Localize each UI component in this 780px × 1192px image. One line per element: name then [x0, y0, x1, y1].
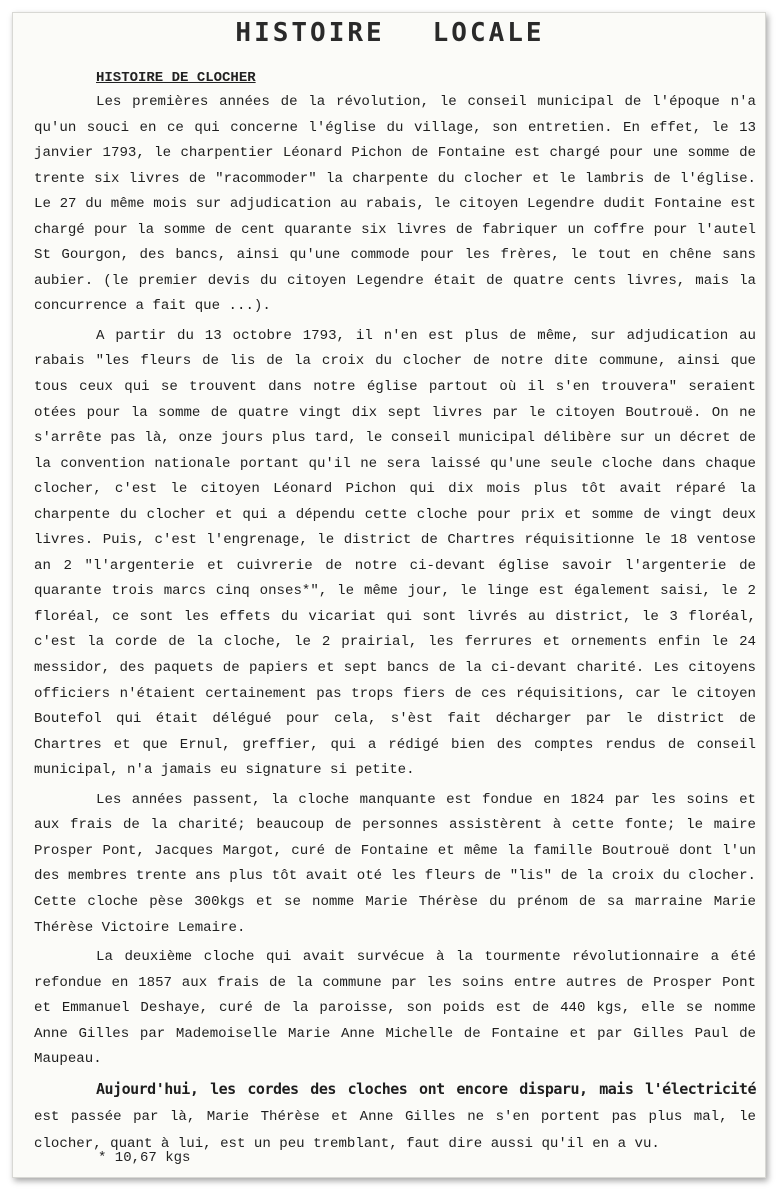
paragraph-aujourdhui-lead: Aujourd'hui, les cordes des cloches ont encore disparu, mais l'électricité [96, 1079, 756, 1098]
title-word-locale: LOCALE [432, 18, 545, 48]
paragraph-cloche-1824: Les années passent, la cloche manquante est fondue en 1824 par les soins et aux frais de la charité; beaucoup de personnes assistèrent à cette fonte; le maire Prosper Pont, Jacques Margot, curé de Fontaine et même la famille Boutrouë dont l'un des membres trente ans plus tôt avait oté les fleurs de "lis" de la croix du clocher. Cette cloche pèse 300kgs et se nomme Marie Thérèse du prénom de sa marraine Marie Thérèse Victoire Lemaire. [34, 791, 756, 936]
paragraph-revolution: Les premières années de la révolution, le conseil municipal de l'époque n'a qu'un souci en ce qui concerne l'église du village, son entretien. En effet, le 13 janvier 1793, le charpentier Léonard Pichon de Fontaine est chargé pour une somme de trente six livres de "racommoder" la charpente du clocher et le lambris de l'église. Le 27 du même mois sur adjudication au rabais, le citoyen Legendre dudit Fontaine est chargé pour la somme de cent quarante six livres de fabriquer un coffre pour l'autel St Gourgon, des bancs, ainsi qu'une commode pour les frères, le tout en chêne sans aubier. (le premier devis du citoyen Legendre était de quatre cents livres, mais la concurrence a fait que ...). [34, 94, 756, 315]
paragraph-requisitions: A partir du 13 octobre 1793, il n'en est plus de même, sur adjudication au rabais "les fleurs de lis de la croix du clocher de notre dite commune, ainsi que tous ceux qui se trouvent dans notre église partout où il s'en trouvera" seraient otées pour la somme de quatre vingt dix sept livres par le citoyen Boutrouë. On ne s'arrête pas là, onze jours plus tard, le conseil municipal délibère sur un décret de la convention nationale portant qu'il ne sera laissé qu'une seule cloche dans chaque clocher, c'est le citoyen Léonard Pichon qui dix mois plus tôt avait réparé la charpente du clocher et qui a dépendu cette cloche pour prix et somme de vingt deux livres. Puis, c'est l'engrenage, le district de Chartres réquisitionne le 18 ventose an 2 "l'argenterie et cuivrerie de notre ci-devant église savoir l'argenterie de quarante trois marcs cinq onses*", le même jour, le linge est également saisi, le 2 floréal, ce sont les effets du vicariat qui sont livrés au district, le 3 floréal, c'est la corde de la cloche, le 2 prairial, les ferrures et ornements enfin le 24 messidor, des paquets de papiers et sept bancs de la ci-devant charité. Les citoyens officiers n'étaient certainement pas trops fiers de ces réquisitions, car le citoyen Boutefol qui était délégué pour cela, s'èst fait décharger par le district de Chartres et que Ernul, greffier, qui a rédigé bien des comptes rendus de conseil municipal, n'a jamais eu signature si petite. [34, 327, 756, 779]
paragraph-cloche-1857: La deuxième cloche qui avait survécue à la tourmente révolutionnaire a été refondue en 1857 aux frais de la commune par les soins entre autres de Prosper Pont et Emmanuel Deshaye, curé de la paroisse, son poids est de 440 kgs, elle se nomme Anne Gilles par Mademoiselle Marie Anne Michelle de Fontaine et par Gilles Paul de Maupeau. [34, 949, 756, 1068]
paragraph-aujourdhui [34, 1077, 756, 1158]
article-body [34, 90, 756, 1157]
article-subtitle: HISTOIRE DE CLOCHER [96, 70, 256, 86]
footnote: * 10,67 kgs [98, 1150, 191, 1166]
paragraph-aujourdhui-rest: est passée par là, Marie Thérèse et Anne Gilles ne s'en portent pas plus mal, le clocher, quant à lui, est un peu tremblant, faut dire aussi qu'il en a vu. [34, 1109, 756, 1152]
title-word-histoire: HISTOIRE [235, 18, 385, 48]
page-title [0, 18, 780, 48]
